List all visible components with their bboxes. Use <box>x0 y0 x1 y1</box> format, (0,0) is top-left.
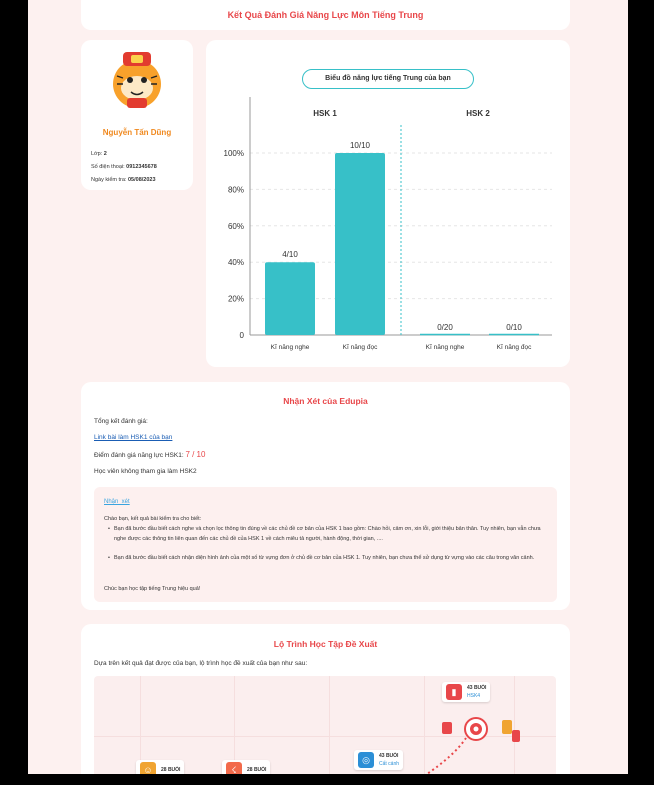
chart-title: Biểu đồ năng lực tiếng Trung của bạn <box>302 69 474 89</box>
hsk1-score-line: Điểm đánh giá năng lực HSK1: 7 / 10 <box>94 450 206 459</box>
y-tick-label: 60% <box>227 221 244 231</box>
route-badge-run[interactable]: ☇ 28 BUỔI <box>222 760 270 774</box>
route-title: Lộ Trình Học Tập Đề Xuất <box>273 639 378 649</box>
review-bullet-listening: • Bạn đã bước đầu biết cách nghe và chọn lọc thông tin đúng về các chủ đề cơ bản của HSK 1 bao gồm: Chào hỏi, cảm ơn, xin lỗi, giới thiệu bản thân. Tuy nhiên, bạn vẫn chưa nghe được các thông tin liên quan đến các chủ đề của HSK 1 về cách miêu tả người, hành động, thời gian, .... <box>108 525 548 544</box>
review-greeting: Chào bạn, kết quả bài kiểm tra cho biết: <box>104 516 202 522</box>
y-tick-label: 100% <box>223 149 244 158</box>
hsk1-result-link[interactable]: Link bài làm HSK1 của bạn <box>94 434 173 441</box>
dancer-icon <box>442 722 452 734</box>
tiger-mascot-icon <box>109 50 165 110</box>
review-detail-link[interactable]: Nhận_xét <box>104 499 130 505</box>
bar <box>265 262 315 335</box>
bar-data-label: 4/10 <box>282 250 298 260</box>
y-tick-label: 40% <box>227 258 244 268</box>
report-page <box>28 0 628 774</box>
x-tick-label: Kĩ năng nghe <box>425 344 465 351</box>
student-name: Nguyễn Tấn Dũng <box>102 128 172 137</box>
page-title: Kết Quả Đánh Giá Năng Lực Môn Tiếng Trung <box>227 10 424 20</box>
profile-card <box>81 40 193 190</box>
review-bullet-reading: • Bạn đã bước đầu biết cách nhận diện hình ảnh của một số từ vựng đơn ở chủ đề cơ bản của HSK 1. Tuy nhiên, bạn chưa thể sử dụng từ vựng vào các câu trong văn cảnh. <box>108 554 548 564</box>
y-tick-label: 0 <box>239 331 244 340</box>
x-tick-label: Kĩ năng đọc <box>342 344 378 351</box>
review-title: Nhận Xét của Edupia <box>283 396 368 406</box>
student-info: Lớp: 2 Số điện thoại: 0912345678 Ngày kiểm tra: 05/08/2023 <box>91 151 157 183</box>
bar-data-label: 10/10 <box>349 141 371 150</box>
chart-card <box>206 40 570 367</box>
route-map <box>94 676 556 774</box>
target-icon: ◎ <box>358 752 374 768</box>
summary-label: Tổng kết đánh giá: <box>94 418 148 425</box>
y-tick-label: 20% <box>227 294 244 304</box>
x-tick-label: Kĩ năng đọc <box>496 344 532 351</box>
chart-icon: ▮ <box>446 684 462 700</box>
bar-data-label: 0/10 <box>506 323 522 332</box>
run-icon: ☇ <box>226 762 242 774</box>
x-tick-label: Kĩ năng nghe <box>270 344 310 351</box>
route-badge-cat-canh[interactable]: ◎ 43 BUỔI Cất cánh <box>354 750 403 770</box>
hsk2-note: Học viên không tham gia làm HSK2 <box>94 468 197 475</box>
route-badge-people[interactable]: ☺ 28 BUỔI <box>136 760 184 774</box>
review-closing: Chúc bạn học tập tiếng Trung hiệu quả! <box>104 586 201 592</box>
review-detail-box <box>94 487 557 602</box>
route-card <box>81 624 570 774</box>
people-icon: ☺ <box>140 762 156 774</box>
group-label: HSK 2 <box>466 109 490 118</box>
header-card <box>81 0 570 30</box>
route-badge-hsk4[interactable]: ▮ 43 BUỔI HSK4 <box>442 682 490 702</box>
hsk1-score: 7 / 10 <box>185 450 206 459</box>
dragon-icon <box>502 720 512 734</box>
y-tick-label: 80% <box>227 185 244 195</box>
group-label: HSK 1 <box>313 109 337 118</box>
skill-bar-chart <box>206 40 570 367</box>
route-intro: Dựa trên kết quả đạt được của bạn, lộ trình học đề xuất của bạn như sau: <box>94 660 308 667</box>
bar-data-label: 0/20 <box>437 323 453 332</box>
review-card <box>81 382 570 610</box>
bar <box>335 153 385 335</box>
